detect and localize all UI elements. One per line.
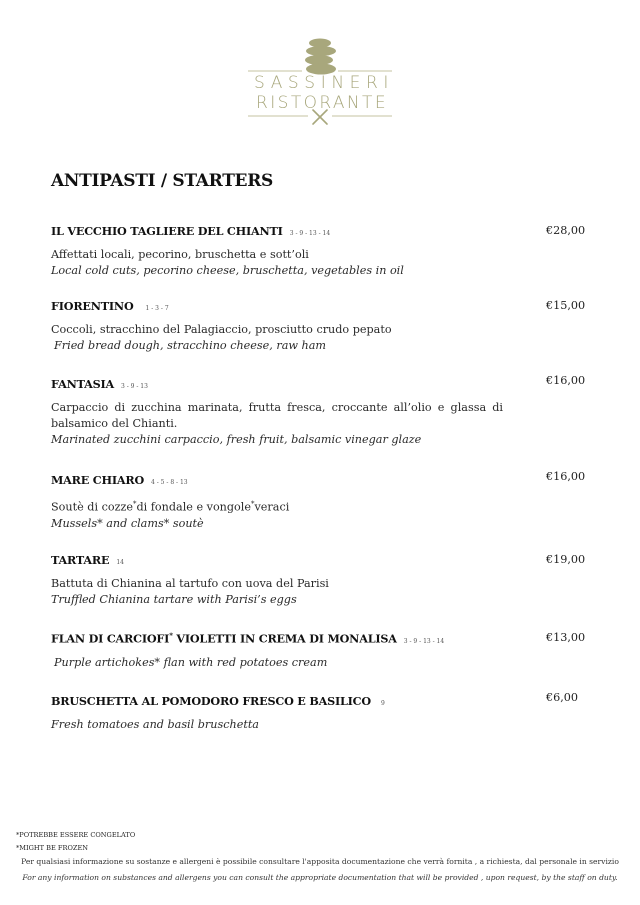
restaurant-logo — [240, 36, 400, 131]
item-price: €15,00 — [546, 299, 586, 312]
allergen-info-it: Per qualsiasi informazione su sostanze e allergeni è possibile consultare l'apposita documentazione che verrà fornita , a richiesta, dal personale in servizio — [21, 857, 619, 866]
asterisk: * — [250, 500, 255, 508]
item-name: MARE CHIARO — [51, 473, 145, 487]
item-description-it: Battuta di Chianina al tartufo con uova del Parisi — [51, 577, 329, 590]
item-price: €28,00 — [546, 224, 586, 237]
menu-item — [51, 691, 591, 733]
asterisk: * — [132, 500, 137, 508]
allergen-info-en: For any information on substances and allergens you can consult the appropriate documentation that will be provided , upon request, by the staff on duty. — [22, 873, 618, 882]
item-description-en: Truffled Chianina tartare with Parisi’s eggs — [51, 593, 297, 606]
item-allergens: 3 - 9 - 13 - 14 — [403, 637, 445, 645]
item-description-en: Fresh tomatoes and basil bruschetta — [51, 718, 259, 731]
frozen-note-en: *MIGHT BE FROZEN — [16, 844, 89, 852]
item-name: TARTARE — [51, 553, 110, 567]
item-description-en: Mussels* and clams* soutè — [51, 516, 204, 530]
item-allergens: 1 - 3 - 7 — [145, 305, 169, 312]
item-price: €16,00 — [546, 374, 586, 387]
item-description-it: Coccoli, stracchino del Palagiaccio, prosciutto crudo pepato — [51, 323, 392, 336]
item-description-en: Local cold cuts, pecorino cheese, bruschetta, vegetables in oil — [51, 264, 404, 277]
menu-item — [51, 553, 591, 608]
desc-part: Soutè di cozze — [51, 500, 133, 514]
item-description-it — [51, 496, 503, 516]
menu-item — [51, 631, 591, 671]
item-description-en: Fried bread dough, stracchino cheese, raw ham — [54, 339, 327, 352]
menu-item — [51, 299, 591, 354]
item-description-en: Purple artichokes* flan with red potatoes cream — [54, 655, 328, 669]
logo-subtitle: RISTORANTE — [256, 93, 388, 113]
menu-item — [51, 374, 591, 448]
frozen-note-it: *POTREBBE ESSERE CONGELATO — [16, 831, 136, 839]
item-description-en: Marinated zucchini carpaccio, fresh fruit, balsamic vinegar glaze — [51, 433, 422, 446]
name-part: FLAN DI CARCIOFI — [51, 631, 170, 646]
asterisk: * — [169, 631, 173, 640]
menu-item — [51, 224, 591, 279]
item-name: BRUSCHETTA AL POMODORO FRESCO E BASILICO — [51, 694, 371, 708]
item-allergens: 9 — [380, 700, 385, 707]
item-name: FANTASIA — [51, 377, 114, 391]
item-price: €19,00 — [546, 553, 586, 566]
item-allergens: 4 - 5 - 8 - 13 — [151, 479, 188, 486]
item-price: €13,00 — [546, 631, 586, 644]
item-price: €16,00 — [546, 470, 586, 483]
item-price: €6,00 — [546, 691, 579, 704]
item-name — [51, 631, 397, 646]
item-description-it: Carpaccio di zucchina marinata, frutta fresca, croccante all’olio e glassa di balsamico del Chianti. — [51, 401, 503, 430]
logo-name: SASSINERI — [253, 73, 394, 93]
desc-part: di fondale e vongole — [136, 500, 251, 514]
item-allergens: 14 — [116, 559, 124, 566]
item-description-it: Affettati locali, pecorino, bruschetta e sott’oli — [51, 248, 309, 261]
section-title: ANTIPASTI / STARTERS — [51, 171, 274, 191]
item-allergens: 3 - 9 - 13 — [120, 383, 148, 390]
item-allergens: 3 - 9 - 13 - 14 — [289, 230, 331, 237]
item-name: IL VECCHIO TAGLIERE DEL CHIANTI — [51, 224, 283, 238]
item-name: FIORENTINO — [51, 299, 134, 313]
menu-item — [51, 470, 591, 532]
name-part: VIOLETTI IN CREMA DI MONALISA — [172, 631, 397, 646]
desc-part: veraci — [254, 500, 290, 514]
